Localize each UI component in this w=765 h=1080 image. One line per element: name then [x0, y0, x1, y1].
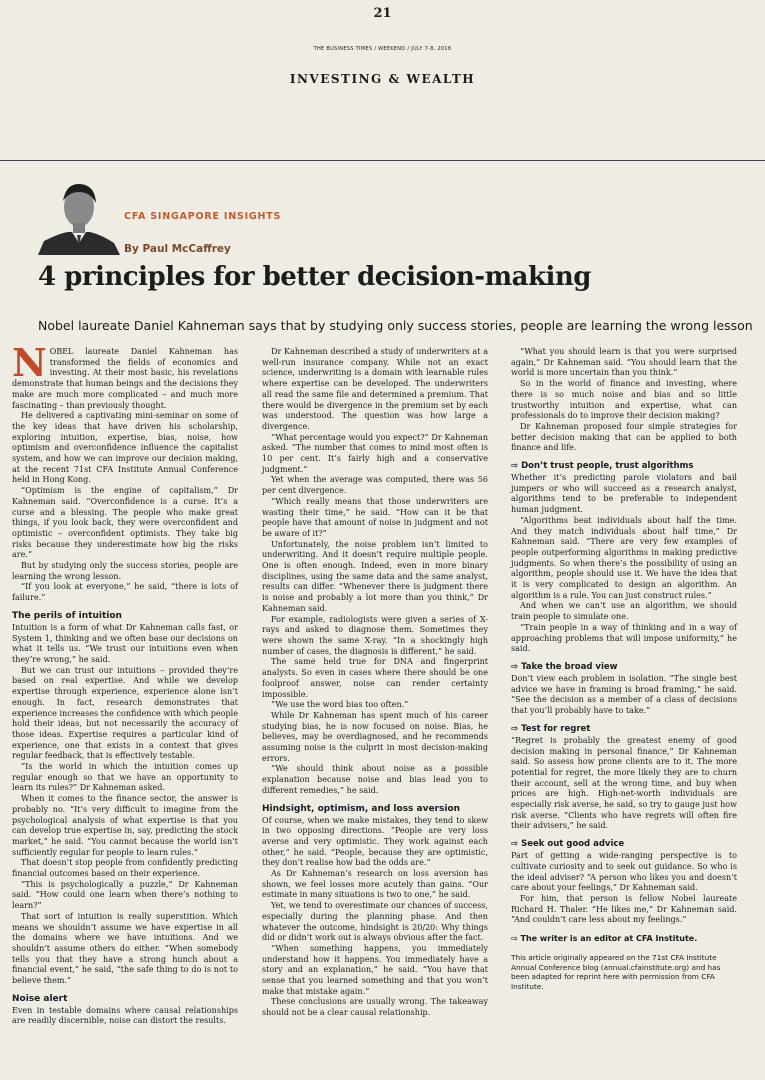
- body-paragraph: “This is psychologically a puzzle,” Dr Kahneman said. “How could one learn when there’s nothing to learn?”: [12, 879, 238, 911]
- article-column-3: [511, 347, 737, 991]
- page-number: 21: [373, 6, 392, 21]
- body-paragraph: The same held true for DNA and fingerprint analysts. So even in cases where there should be one foolproof answer, noise can render certainty impossible.: [262, 657, 488, 699]
- body-paragraph: “Train people in a way of thinking and in a way of approaching problems that will impose uniformity,” he said.: [511, 622, 737, 654]
- principle-subhead: [511, 724, 737, 734]
- standfirst: Nobel laureate Daniel Kahneman says that by studying only success stories, people are learning the wrong lesson: [38, 318, 753, 333]
- drop-cap: N: [12, 340, 47, 385]
- writer-text: The writer is an editor at CFA Institute.: [520, 934, 698, 944]
- body-paragraph: As Dr Kahneman’s research on loss aversion has shown, we feel losses more acutely than gains. “Our estimate in many situations is two to one,” he said.: [262, 869, 488, 900]
- subhead: Hindsight, optimism, and loss aversion: [262, 803, 461, 814]
- body-paragraph: While Dr Kahneman has spent much of his career studying bias, he is now focused on noise. Bias, he believes, may be overdiagnosed, and he recommends assuming noise is the culprit in most decision-making errors.: [262, 710, 488, 763]
- body-paragraph: “Algorithms beat individuals about half the time. And they match individuals about half time,” Dr Kahneman said. “There are very few examples of people outperforming algorithms in making predictive judgments. So when there’s the possibility of using an algorithm, people should use it. We have the idea that it is very complicated to design an algorithm. An algorithm is a rule. You can just construct rules.”: [511, 515, 737, 600]
- body-paragraph: Dr Kahneman proposed four simple strategies for better decision making that can be applied to both finance and life.: [511, 421, 737, 453]
- body-paragraph: But by studying only the success stories, people are learning the wrong lesson.: [12, 561, 238, 581]
- section-title: INVESTING & WEALTH: [289, 72, 476, 86]
- subhead: Noise alert: [12, 993, 68, 1004]
- body-paragraph: Whether it’s predicting parole violators and bail jumpers or who will succeed as a research analyst, algorithms tend to be preferable to independent human judgment.: [511, 473, 737, 515]
- writer-note: [511, 934, 737, 943]
- body-paragraph: Yet, we tend to overestimate our chances of success, especially during the planning phase. And then whatever the outcome, hindsight is 20/20: Why things did or didn’t work out is always obvious after the fact.: [262, 901, 488, 943]
- body-paragraph: Yet when the average was computed, there was 56 per cent divergence.: [262, 475, 488, 496]
- body-paragraph: But we can trust our intuitions – provided they’re based on real expertise. And while we develop expertise through experience, experience alone isn’t enough. In fact, research demonstrates that experience increases the confidence with which people hold their ideas, but not necessarily the accuracy of those ideas. Expertise requires a particular kind of experience, one that exists in a context that gives regular feedback, that is effectively testable.: [12, 665, 238, 761]
- principle-subhead: [511, 662, 737, 672]
- byline: By Paul McCaffrey: [124, 243, 231, 255]
- body-paragraph: And when we can’t use an algorithm, we should train people to simulate one.: [511, 601, 737, 622]
- body-paragraph: Intuition is a form of what Dr Kahneman calls fast, or System 1, thinking and we often base our decisions on what it tells us. “We trust our intuitions even when they’re wrong,” he said.: [12, 622, 238, 664]
- principle-subhead: [511, 839, 737, 849]
- lead-paragraph: [12, 340, 238, 411]
- body-paragraph: For him, that person is fellow Nobel laureate Richard H. Thaler. “He likes me,” Dr Kahneman said. “And couldn’t care less about my feelings.”: [511, 893, 737, 925]
- body-paragraph: “When something happens, you immediately understand how it happens. You immediately have a story and an explanation,” he said. “You have that sense that you learned something and that you won’t make that mistake again.”: [262, 943, 488, 996]
- body-paragraph: When it comes to the finance sector, the answer is probably no. “It’s very difficult to imagine from the psychological analysis of what expertise is that you can develop true expertise in, say, predicting the stock market,” he said. “You cannot because the world isn’t sufficiently regular for people to learn rules.”: [12, 794, 238, 857]
- body-paragraph: For example, radiologists were given a series of X-rays and asked to diagnose them. Sometimes they were shown the same X-ray. “In a shockingly high number of cases, the diagnosis is different,” he said.: [262, 614, 488, 656]
- article-column-1: [12, 340, 238, 1027]
- body-paragraph: Part of getting a wide-ranging perspective is to cultivate curiosity and to seek out guidance. So who is the ideal adviser? “A person who likes you and doesn’t care about your feelings,” Dr Kahneman said.: [511, 851, 737, 893]
- arrow-icon: ⇨: [511, 934, 521, 944]
- subhead: The perils of intuition: [12, 610, 122, 621]
- column-kicker: CFA SINGAPORE INSIGHTS: [124, 211, 282, 222]
- principle-title: Seek out good advice: [521, 839, 625, 850]
- body-paragraph: “Optimism is the engine of capitalism,” Dr Kahneman said. “Overconfidence is a curse. It’s a curse and a blessing. The people who make great things, if you look back, they were overconfident and optimistic – overconfident optimists. They take big risks because they underestimate how big the risks are.”: [12, 486, 238, 560]
- body-paragraph: He delivered a captivating mini-seminar on some of the key ideas that have driven his scholarship, exploring intuition, expertise, bias, noise, how optimism and overconfidence influence the capitalist system, and how we can improve our decision making, at the recent 71st CFA Institute Annual Conference held in Hong Kong.: [12, 411, 238, 485]
- headline: 4 principles for better decision-making: [38, 262, 591, 292]
- dateline: THE BUSINESS TIMES / WEEKEND / JULY 7-8, 2018: [313, 46, 452, 52]
- body-paragraph: “Which really means that those underwriters are wasting their time,” he said. “How can it be that people have that amount of noise in judgment and not be aware of it?”: [262, 496, 488, 538]
- arrow-icon: ⇨: [511, 461, 522, 472]
- principle-title: Take the broad view: [521, 661, 618, 672]
- reprint-note: This article originally appeared on the 71st CFA Institute Annual Conference blog (annual.cfainstitute.org) and has been adapted for reprint here with permission from CFA Institute.: [511, 953, 721, 991]
- body-paragraph: “If you look at everyone,” he said, “there is lots of failure.”: [12, 582, 238, 603]
- arrow-icon: ⇨: [511, 839, 522, 850]
- principle-title: Test for regret: [521, 723, 591, 734]
- body-paragraph: That doesn’t stop people from confidently predicting financial outcomes based on their experience.: [12, 858, 238, 879]
- body-paragraph: Unfortunately, the noise problem isn’t limited to underwriting. And it doesn’t require multiple people. One is often enough. Indeed, even in more binary disciplines, using the same data and the same analyst, results can differ. “Whenever there is judgment there is noise and probably a lot more than you think,” Dr Kahneman said.: [262, 539, 488, 613]
- arrow-icon: ⇨: [511, 723, 522, 734]
- body-paragraph: “Regret is probably the greatest enemy of good decision making in personal finance,” Dr Kahneman said. So assess how prone clients are to it. The more potential for regret, the more likely they are to churn their account, sell at the wrong time, and buy when prices are high. High-net-worth individuals are especially risk averse, he said, so try to gauge just how risk averse. “Clients who have regrets will often fire their advisers,” he said.: [511, 735, 737, 831]
- body-paragraph: “Is the world in which the intuition comes up regular enough so that we have an opportunity to learn its rules?” Dr Kahneman asked.: [12, 762, 238, 793]
- body-paragraph: That sort of intuition is really superstition. Which means we shouldn’t assume we have expertise in all the domains where we have intuitions. And we shouldn’t assume others do either. “When somebody tells you that they have a strong hunch about a financial event,” he said, “the safe thing to do is not to believe them.”: [12, 911, 238, 986]
- body-paragraph: “We use the word bias too often.”: [271, 700, 409, 710]
- body-paragraph: Of course, when we make mistakes, they tend to skew in two opposing directions. “People are very loss averse and very optimistic. They work against each other,” he said. “People, because they are optimistic, they don’t realise how bad the odds are.”: [262, 815, 488, 868]
- lead-text: OBEL laureate Daniel Kahneman has transformed the fields of economics and investing. At their most basic, his revelations demonstrate that human beings and the decisions they make are much more complicated – and much more fascinating – than previously thought.: [12, 347, 238, 410]
- portrait-photo: [38, 177, 120, 255]
- body-paragraph: “We should think about noise as a possible explanation because noise and bias lead you to different remedies,” he said.: [262, 764, 488, 795]
- article-column-2: [262, 347, 488, 1019]
- header-rule: [0, 160, 765, 161]
- body-paragraph: Don’t view each problem in isolation. “The single best advice we have in framing is broad framing,” he said. “See the decision as a member of a class of decisions that you’ll probably have to take.”: [511, 673, 737, 716]
- body-paragraph: Even in testable domains where causal relationships are readily discernible, noise can distort the results.: [12, 1005, 238, 1026]
- body-paragraph: So in the world of finance and investing, where there is so much noise and bias and so little trustworthy intuition and expertise, what can professionals do to improve their decision making?: [511, 379, 737, 421]
- principle-title: Don’t trust people, trust algorithms: [521, 461, 694, 472]
- principle-subhead: [511, 461, 737, 471]
- body-paragraph: These conclusions are usually wrong. The takeaway should not be a clear causal relationship.: [262, 997, 488, 1018]
- body-paragraph: “What percentage would you expect?” Dr Kahneman asked. “The number that comes to mind most often is 10 per cent. It’s fairly high and a conservative judgment.”: [262, 432, 488, 474]
- body-paragraph: Dr Kahneman described a study of underwriters at a well-run insurance company. While not an exact science, underwriting is a domain with learnable rules where expertise can be developed. The underwriters all read the same file and determined a premium. That there would be divergence in the premium set by each was understood. The question was how large a divergence.: [262, 347, 488, 431]
- arrow-icon: ⇨: [511, 661, 522, 672]
- body-paragraph: “What you should learn is that you were surprised again,” Dr Kahneman said. “You should learn that the world is more uncertain than you think.”: [511, 347, 737, 378]
